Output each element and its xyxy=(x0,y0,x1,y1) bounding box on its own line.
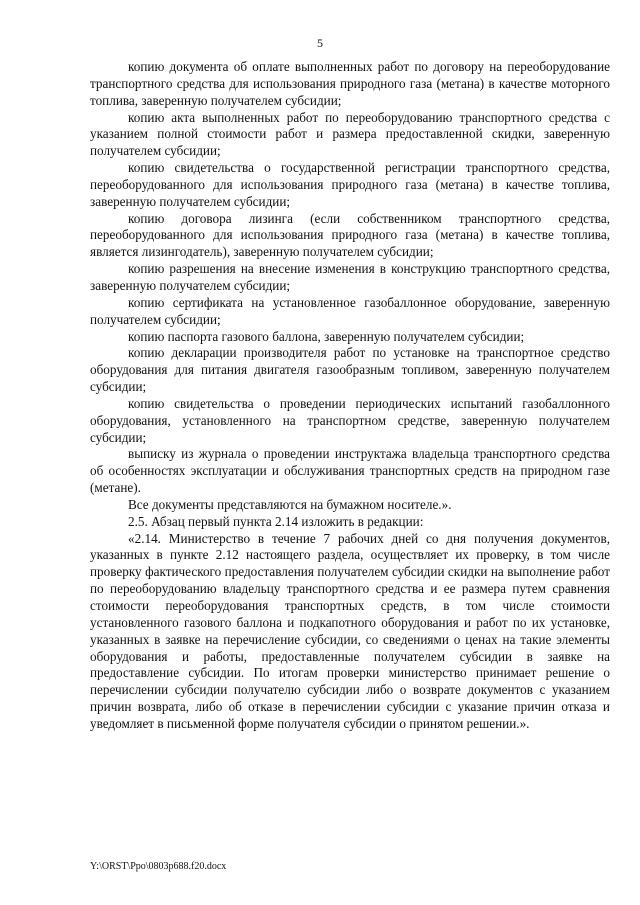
footer-file-path: Y:\ORST\Ppo\0803p688.f20.docx xyxy=(90,861,227,872)
page-number: 5 xyxy=(317,36,323,50)
paragraph-payment-document: копию документа об оплате выполненных работ по договору на переоборудование транспортного средства для использования природного газа (метана) в качестве моторного топлива, заверенную получателем субсидии; xyxy=(90,59,610,108)
paragraph-briefing-log-extract: выписку из журнала о проведении инструктажа владельца транспортного средства об особенностях эксплуатации и обслуживания транспортных средств на природном газе (метане). xyxy=(90,446,610,496)
paragraph-paper-documents: Все документы представляются на бумажном носителе.». xyxy=(128,496,452,512)
paragraph-manufacturer-declaration: копию декларации производителя работ по установке на транспортное средство оборудования для питания двигателя газообразным топливом, заверенную получателем субсидии; xyxy=(90,345,610,395)
paragraph-works-act: копию акта выполненных работ по переоборудованию транспортного средства с указанием полной стоимости работ и размера предоставленной скидки, заверенную получателем субсидии; xyxy=(90,109,610,159)
paragraph-construction-permit: копию разрешения на внесение изменения в конструкцию транспортного средства, заверенную получателем субсидии; xyxy=(90,261,610,293)
paragraph-clause-2-14: «2.14. Министерство в течение 7 рабочих дней со дня получения документов, указанных в пункте 2.12 настоящего раздела, осуществляет их проверку, в том числе проверку фактического предоставления получателем субсидии скидки на выполнение работ по переоборудованию владельцу транспортного средства и ее размера путем сравнения стоимости переоборудования транспортных средств, в том числе стоимости установленного газового баллона и подкапотного оборудования и работ по их установке, указанных в заявке на перечисление субсидии, со сведениями о ценах на такие элементы оборудования и работы, предоставленные получателем субсидии в заявке на предоставление субсидии. По итогам проверки министерство принимает решение о перечислении субсидии получателю субсидии либо о возврате документов с указанием причин возврата, либо об отказе в перечислении субсидии с указание причин отказа и уведомляет в письменной форме получателя субсидии о принятом решении.». xyxy=(90,530,610,731)
paragraph-leasing-contract: копию договора лизинга (если собственником транспортного средства, переоборудованного для использования природного газа (метана) в качестве топлива, является лизингодатель), заверенную получателем субсидии; xyxy=(90,210,610,260)
paragraph-periodic-tests-certificate: копию свидетельства о проведении периодических испытаний газобаллонного оборудования, установленного на транспортном средстве, заверенную получателем субсидии; xyxy=(90,395,610,445)
paragraph-amendment-2-5: 2.5. Абзац первый пункта 2.14 изложить в редакции: xyxy=(128,513,424,529)
document-body xyxy=(90,59,610,733)
paragraph-equipment-certificate: копию сертификата на установленное газобаллонное оборудование, заверенную получателем субсидии; xyxy=(90,294,610,327)
paragraph-cylinder-passport: копию паспорта газового баллона, заверенную получателем субсидии; xyxy=(128,328,525,344)
paragraph-registration-certificate: копию свидетельства о государственной регистрации транспортного средства, переоборудованного для использования природного газа (метана) в качестве топлива, заверенную получателем субсидии; xyxy=(90,160,610,209)
